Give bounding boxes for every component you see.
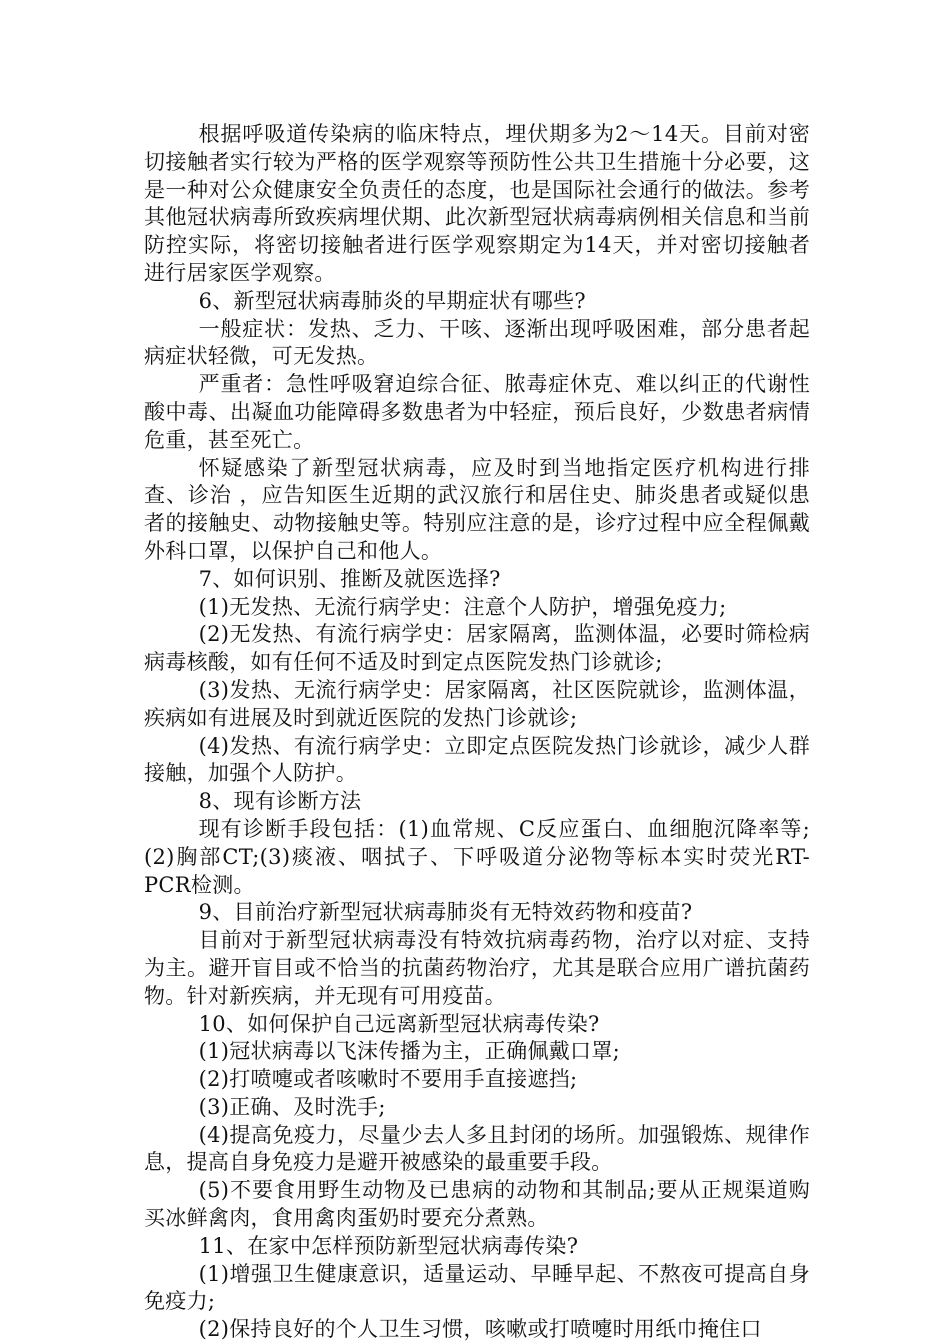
list-item: (2)无发热、有流行病学史：居家隔离，监测体温，必要时筛检病病毒核酸，如有任何不适及时到定点医院发热门诊就诊;: [144, 622, 810, 675]
paragraph-incubation: 根据呼吸道传染病的临床特点，埋伏期多为2～14天。目前对密切接触者实行较为严格的医学观察等预防性公共卫生措施十分必要，这是一种对公众健康安全负责任的态度，也是国际社会通行的做法。参考其他冠状病毒所致疾病埋伏期、此次新型冠状病毒病例相关信息和当前防控实际，将密切接触者进行医学观察期定为14天，并对密切接触者进行居家医学观察。: [144, 122, 810, 285]
list-item: (3)正确、及时洗手;: [198, 1094, 386, 1119]
list-item: (2)保持良好的个人卫生习惯，咳嗽或打喷嚏时用纸巾掩住口: [198, 1317, 762, 1342]
list-item: (1)增强卫生健康意识，适量运动、早睡早起、不熬夜可提高自身免疫力;: [144, 1261, 810, 1314]
question-9-heading: 9、目前治疗新型冠状病毒肺炎有无特效药物和疫苗?: [198, 900, 693, 925]
question-7-heading: 7、如何识别、推断及就医选择?: [198, 566, 501, 591]
list-item: (4)提高免疫力，尽量少去人多且封闭的场所。加强锻炼、规律作息，提高自身免疫力是避开被感染的最重要手段。: [144, 1122, 810, 1175]
document-body: [144, 121, 810, 1344]
paragraph-severe-cases: 严重者：急性呼吸窘迫综合征、脓毒症休克、难以纠正的代谢性酸中毒、出凝血功能障碍多数患者为中轻症，预后良好，少数患者病情危重，甚至死亡。: [144, 372, 810, 452]
paragraph-treatment: 目前对于新型冠状病毒没有特效抗病毒药物，治疗以对症、支持为主。避开盲目或不恰当的抗菌药物治疗，尤其是联合应用广谱抗菌药物。针对新疾病，并无现有可用疫苗。: [144, 928, 810, 1008]
list-item: (1)冠状病毒以飞沫传播为主，正确佩戴口罩;: [198, 1039, 621, 1064]
list-item: (3)发热、无流行病学史：居家隔离，社区医院就诊，监测体温，疾病如有进展及时到就近医院的发热门诊就诊;: [144, 677, 810, 730]
list-item: (4)发热、有流行病学史：立即定点医院发热门诊就诊，减少人群接触，加强个人防护。: [144, 733, 810, 786]
paragraph-suspected-infection: 怀疑感染了新型冠状病毒，应及时到当地指定医疗机构进行排查、诊治 ，应告知医生近期的武汉旅行和居住史、肺炎患者或疑似患者的接触史、动物接触史等。特别应注意的是，诊疗过程中应全程佩戴外科口罩，以保护自己和他人。: [144, 455, 810, 563]
question-6-heading: 6、新型冠状病毒肺炎的早期症状有哪些?: [198, 288, 586, 313]
paragraph-general-symptoms: 一般症状：发热、乏力、干咳、逐渐出现呼吸困难，部分患者起病症状轻微，可无发热。: [144, 316, 810, 369]
list-item: (5)不要食用野生动物及已患病的动物和其制品;要从正规渠道购买冰鲜禽肉，食用禽肉蛋奶时要充分煮熟。: [144, 1178, 810, 1231]
question-8-heading: 8、现有诊断方法: [198, 789, 362, 814]
list-item: (1)无发热、无流行病学史：注意个人防护，增强免疫力;: [198, 594, 727, 619]
question-10-heading: 10、如何保护自己远离新型冠状病毒传染?: [198, 1011, 600, 1036]
list-item: (2)打喷嚏或者咳嗽时不要用手直接遮挡;: [198, 1067, 578, 1092]
question-11-heading: 11、在家中怎样预防新型冠状病毒传染?: [198, 1233, 579, 1258]
paragraph-diagnosis-methods: 现有诊断手段包括：(1)血常规、C反应蛋白、血细胞沉降率等;(2)胸部CT;(3)痰液、咽拭子、下呼吸道分泌物等标本实时荧光RT-PCR检测。: [144, 816, 810, 897]
